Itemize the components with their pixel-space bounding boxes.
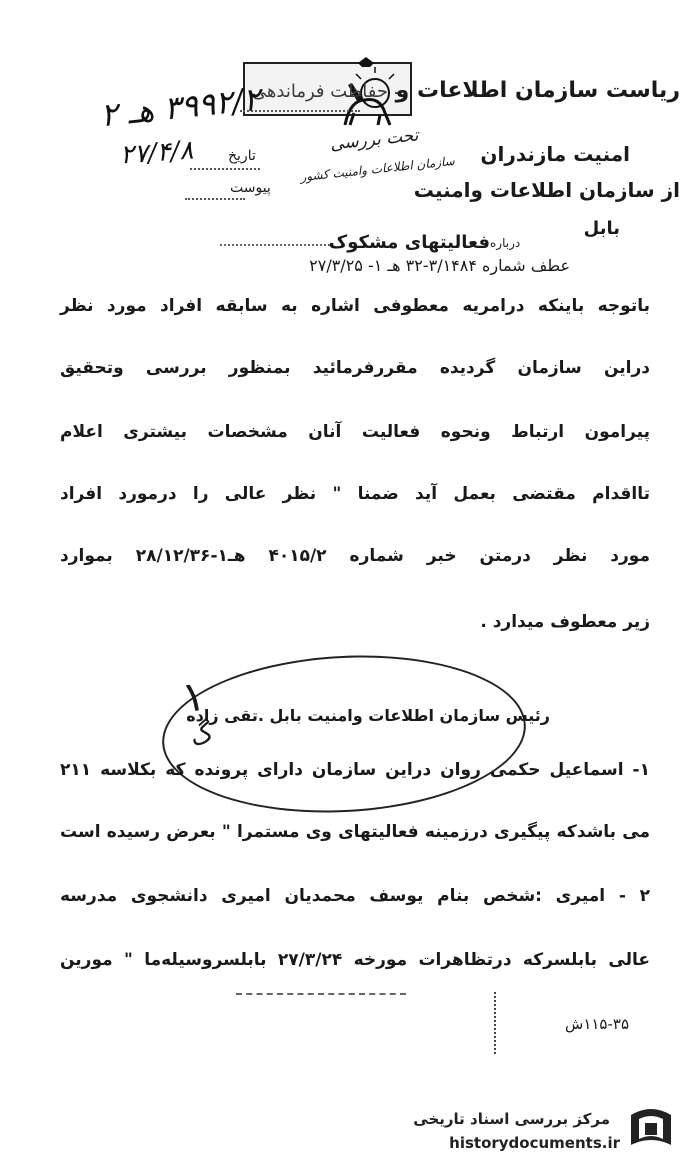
archive-url: historydocuments.ir bbox=[449, 1134, 620, 1152]
body-line: زیر معطوف میدارد . bbox=[480, 612, 650, 632]
body-line: پیرامون ارتباط ونحوه فعالیت آنان مشخصات بیشتری اعلام bbox=[60, 422, 650, 442]
item-line: ۱- اسماعیل حکمی روان دراین سازمان دارای پرونده که بکلاسه ۲۱۱ bbox=[60, 760, 650, 780]
footer-dash-line bbox=[236, 993, 406, 995]
body-line: مورد نظر درمتن خبر شماره ۴۰۱۵/۲ هـ۱-۲۸/۱۲/۳۶ بموارد bbox=[60, 546, 650, 566]
document-code: ۱۱۵-۳۵ش bbox=[565, 1015, 630, 1033]
margin-mark-1: ۱ bbox=[177, 670, 209, 723]
stamp-line-2: سازمان اطلاعات وامنیت کشور bbox=[299, 153, 456, 185]
header-line-1-main: ریاست سازمان اطلاعات و bbox=[395, 78, 680, 103]
item-line: می باشدکه پیگیری درزمینه فعالیتهای وی مستمرا " بعرض رسیده است bbox=[60, 822, 650, 842]
header-line-3: از سازمان اطلاعات وامنیت bbox=[413, 178, 680, 202]
margin-mark-2: گ bbox=[185, 716, 218, 754]
subject-text: فعالیتهای مشکوک bbox=[328, 232, 490, 253]
header-line-1-blurred: حفاظت فرماندهی bbox=[251, 81, 388, 102]
date-dots bbox=[190, 168, 260, 170]
body-line: تااقدام مقتضی بعمل آید ضمنا " نظر عالی را درمورد افراد bbox=[60, 484, 650, 504]
attachment-label: پیوست bbox=[230, 180, 271, 196]
item-line: ۲ - امیری :شخص بنام یوسف محمدیان امیری دانشجوی مدرسه bbox=[60, 886, 650, 906]
handwritten-date: ۲۷/۴/۸ bbox=[119, 135, 195, 171]
subject-dots bbox=[220, 244, 330, 246]
attachment-dots bbox=[185, 198, 245, 200]
body-line: دراین سازمان گردیده مقررفرمائید بمنظور بررسی وتحقیق bbox=[60, 358, 650, 378]
date-label: تاریخ bbox=[228, 148, 256, 164]
fold-line bbox=[494, 992, 496, 1054]
body-line: باتوجه باینکه درامریه معطوفی اشاره به سابقه افراد مورد نظر bbox=[60, 296, 650, 316]
archive-logo-icon bbox=[625, 1105, 677, 1153]
header-line-4: بابل bbox=[583, 218, 620, 239]
subject-reference: عطف شماره ۳/۱۴۸۴-۳۲ هـ ۱- ۲۷/۳/۲۵ bbox=[309, 256, 570, 275]
circled-note: رئیس سازمان اطلاعات وامنیت بابل .تقی زاده bbox=[186, 706, 550, 725]
stamp-line-1: تحت بررسی bbox=[329, 125, 420, 155]
archive-name: مرکز بررسی اسناد تاریخی bbox=[413, 1110, 610, 1128]
header-line-2: امنیت مازندران bbox=[480, 142, 630, 166]
item-line: عالی بابلسرکه درتظاهرات مورخه ۲۷/۳/۲۴ بابلسروسیله‌ما " مورین bbox=[60, 950, 650, 970]
handwritten-number: ۳۹۹۲/۲ هـ ۲ bbox=[98, 79, 263, 135]
subject-label: درباره bbox=[490, 236, 521, 250]
